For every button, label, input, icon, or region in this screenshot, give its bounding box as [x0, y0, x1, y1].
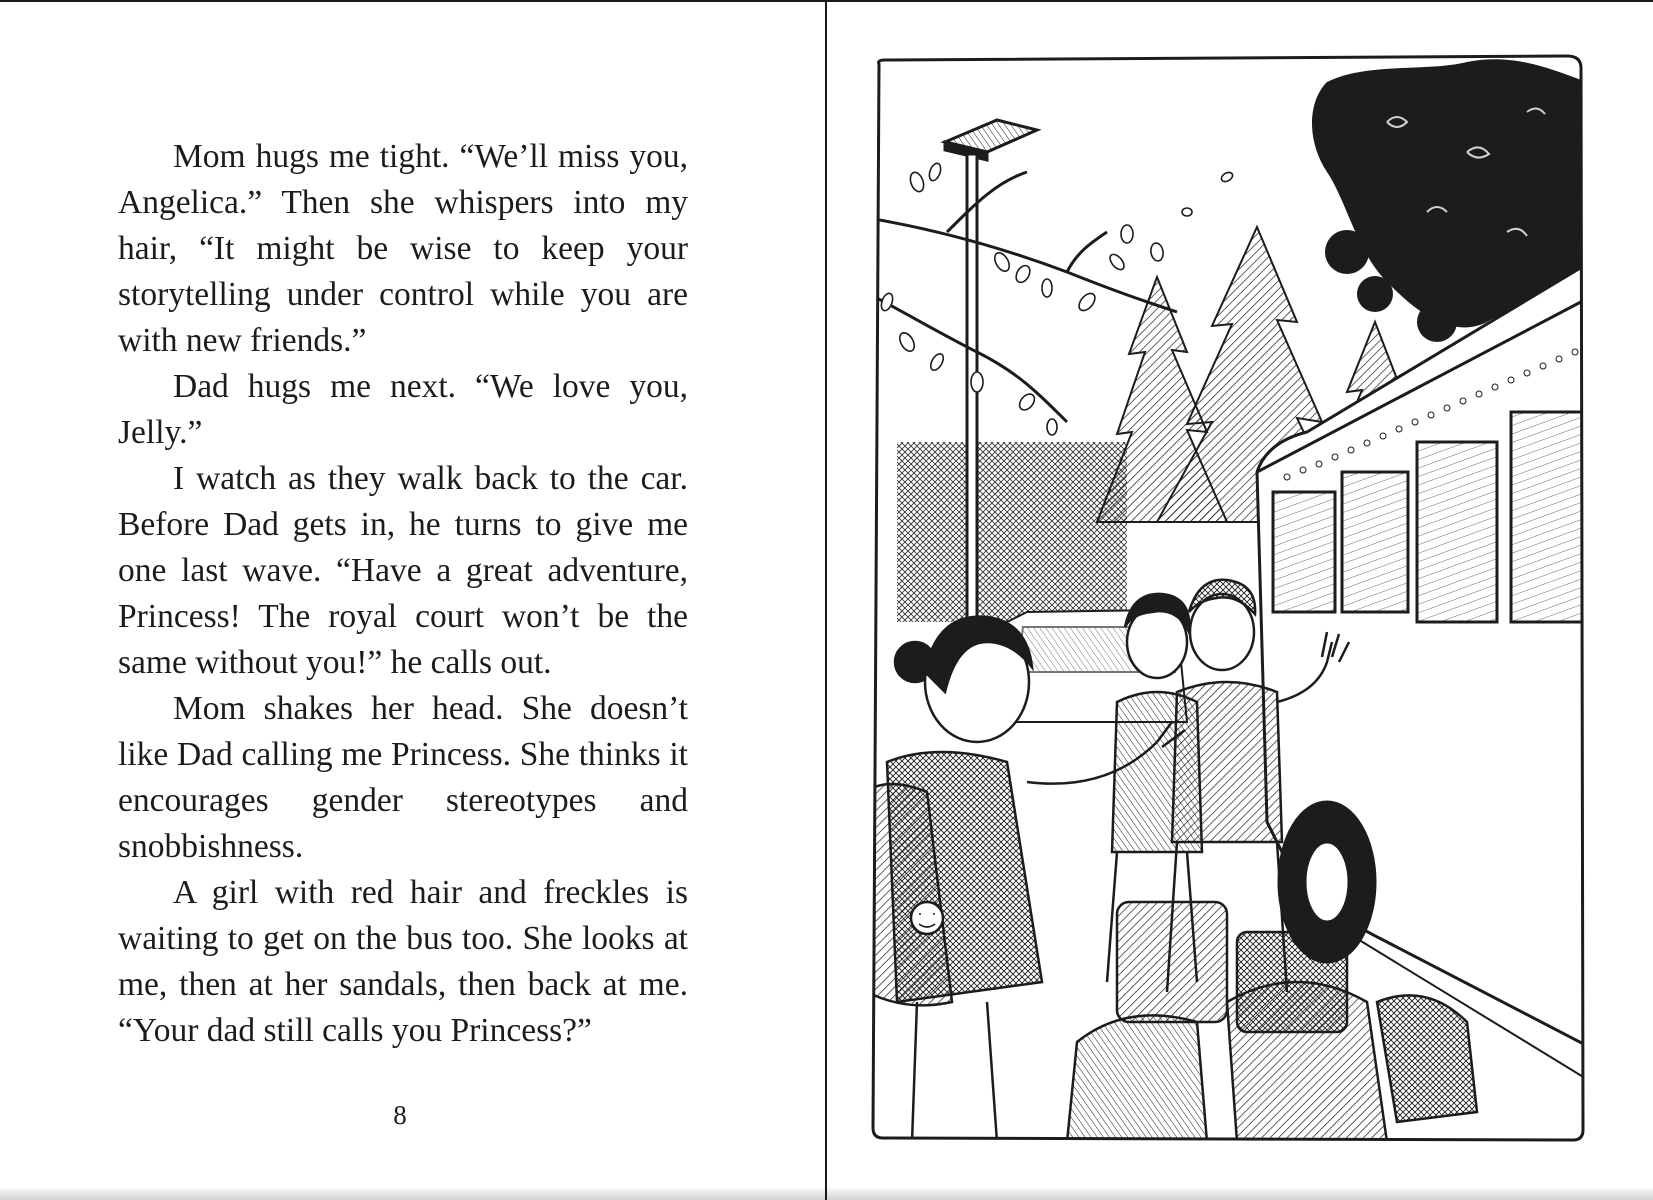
right-page — [827, 2, 1653, 1200]
story-text — [118, 134, 688, 1054]
paragraph: Mom hugs me tight. “We’ll miss you, Angelica.” Then she whispers into my hair, “It might be wise to keep your storytelling under control while you are with new friends.” — [118, 138, 688, 359]
paragraph: I watch as they walk back to the car. Before Dad gets in, he turns to give me one last wave. “Have a great adventure, Princess! The royal court won’t be the same without you!” he calls out. — [118, 460, 688, 681]
page-number: 8 — [393, 1100, 407, 1130]
paragraph: Mom shakes her head. She doesn’t like Dad calling me Princess. She thinks it encourages gender stereotypes and snobbishness. — [118, 690, 688, 865]
paragraph: Dad hugs me next. “We love you, Jelly.” — [118, 368, 688, 451]
left-page — [0, 2, 825, 1200]
bus-departure-illustration — [827, 2, 1653, 1200]
page-shadow — [0, 1186, 1653, 1200]
illustration-frame — [827, 2, 1653, 1200]
paragraph: A girl with red hair and freckles is waiting to get on the bus too. She looks at me, then at her sandals, then back at me. “Your dad still calls you Princess?” — [118, 874, 688, 1049]
